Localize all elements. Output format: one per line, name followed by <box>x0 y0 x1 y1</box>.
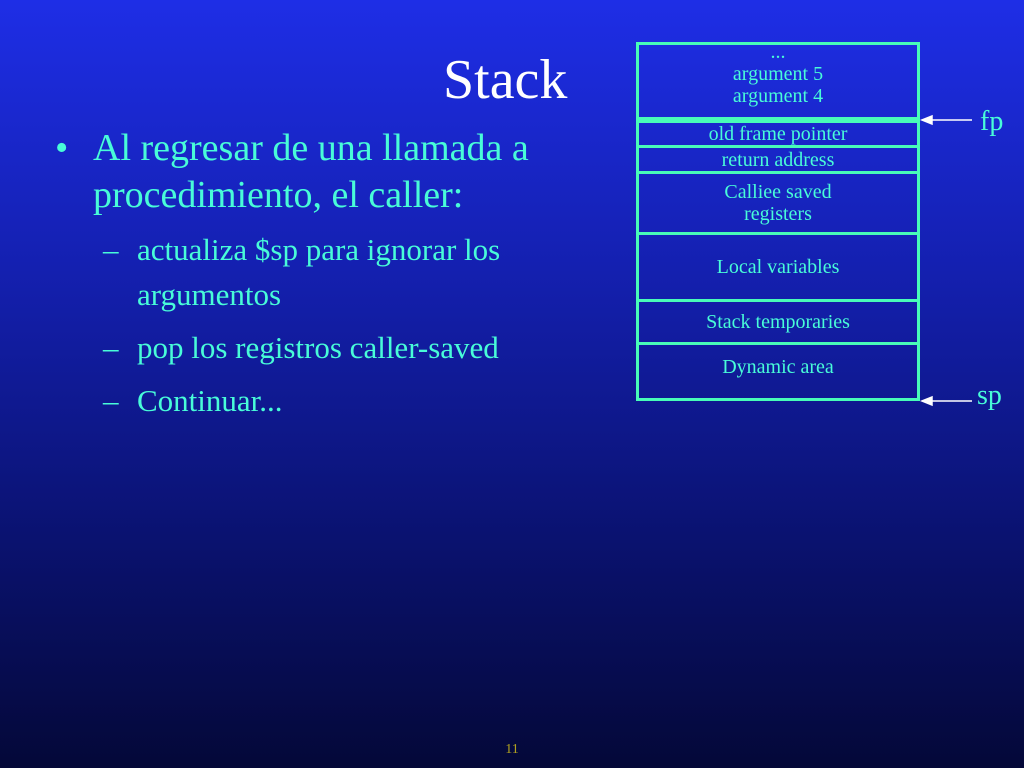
dash-icon: – <box>103 383 119 418</box>
slide-title: Stack <box>443 49 568 111</box>
stack-cell-local-variables <box>636 232 920 302</box>
dash-icon: – <box>103 330 119 365</box>
bullet-dot-icon: • <box>55 127 69 169</box>
sub-bullet-1 <box>55 227 595 317</box>
cell-line: registers <box>744 203 812 225</box>
bullet-list <box>55 125 595 423</box>
fp-arrow-icon <box>922 116 972 124</box>
cell-line: Calliee saved <box>724 181 832 203</box>
cell-line: old frame pointer <box>708 123 848 145</box>
stack-cell-dynamic-area <box>636 342 920 401</box>
cell-line: Dynamic area <box>722 355 834 378</box>
stack-cell-arguments <box>636 42 920 120</box>
fp-label: fp <box>980 106 1004 137</box>
stack-cell-stack-temporaries <box>636 299 920 345</box>
cell-line: Stack temporaries <box>706 311 850 333</box>
sp-arrow-icon <box>922 397 972 405</box>
cell-line: return address <box>721 148 835 171</box>
stack-diagram <box>636 42 920 401</box>
sub-bullet-text: actualiza $sp para ignorar los argumentos <box>137 232 501 312</box>
stack-cell-old-frame-pointer <box>636 120 920 148</box>
main-bullet <box>55 125 595 219</box>
sp-label: sp <box>977 380 1002 411</box>
cell-line: argument 5 <box>732 63 824 85</box>
sub-bullet-2 <box>55 325 595 370</box>
stack-cell-return-address <box>636 145 920 174</box>
stack-cell-callee-saved <box>636 171 920 235</box>
cell-line: argument 4 <box>732 85 824 107</box>
page-number: 11 <box>505 742 519 757</box>
sub-bullet-text: Continuar... <box>137 383 283 418</box>
dash-icon: – <box>103 232 119 267</box>
main-bullet-text: Al regresar de una llamada a procedimiento, el caller: <box>93 127 529 216</box>
cell-line: ... <box>770 41 786 63</box>
sub-bullet-text: pop los registros caller-saved <box>137 330 499 365</box>
cell-line: Local variables <box>716 256 840 278</box>
sub-bullet-3 <box>55 378 595 423</box>
